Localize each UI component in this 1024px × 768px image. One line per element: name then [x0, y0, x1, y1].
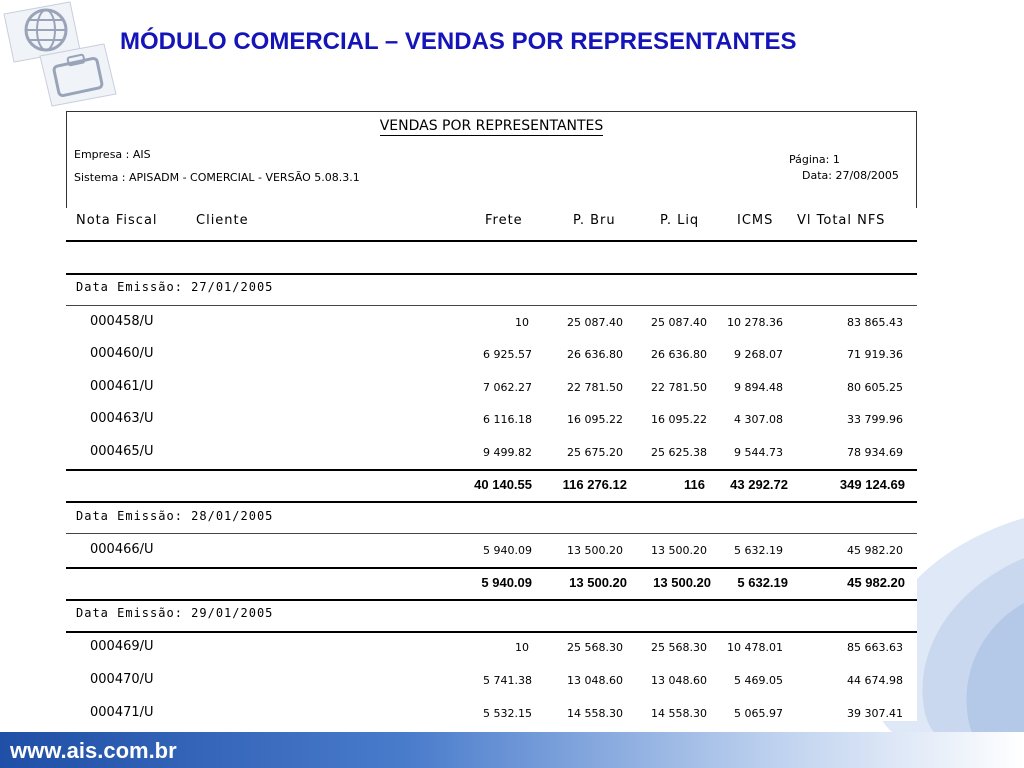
subtotal-icms: 5 632.19 [737, 575, 788, 590]
cell-nf: 000469/U [90, 639, 154, 654]
cell-icms: 10 478.01 [727, 641, 783, 654]
group-divider [66, 273, 917, 275]
cell-nf: 000465/U [90, 444, 154, 459]
cell-icms: 9 544.73 [734, 446, 783, 459]
cell-frete: 6 116.18 [483, 413, 532, 426]
group-label-date: Data Emissão: 27/01/2005 [76, 280, 274, 294]
cell-pbru: 25 087.40 [567, 316, 623, 329]
pagina-label: Página: 1 [789, 153, 840, 166]
cell-pbru: 22 781.50 [567, 381, 623, 394]
cell-total: 85 663.63 [847, 641, 903, 654]
report-header [66, 111, 917, 208]
cell-pliq: 25 568.30 [651, 641, 707, 654]
subtotal-row [66, 471, 917, 501]
col-frete: Frete [485, 213, 523, 228]
group-label-divider [66, 305, 917, 306]
table-row[interactable] [66, 633, 917, 663]
cell-total: 83 865.43 [847, 316, 903, 329]
cell-total: 78 934.69 [847, 446, 903, 459]
cell-pbru: 25 675.20 [567, 446, 623, 459]
cell-pbru: 14 558.30 [567, 707, 623, 720]
cell-frete: 6 925.57 [483, 348, 532, 361]
cell-icms: 10 278.36 [727, 316, 783, 329]
cell-total: 33 799.96 [847, 413, 903, 426]
cell-total: 44 674.98 [847, 674, 903, 687]
cell-nf: 000458/U [90, 314, 154, 329]
footer-url[interactable]: www.ais.com.br [10, 738, 177, 763]
cell-pbru: 26 636.80 [567, 348, 623, 361]
col-icms: ICMS [737, 213, 774, 228]
subtotal-total: 349 124.69 [839, 477, 905, 492]
cell-nf: 000470/U [90, 672, 154, 687]
cell-total: 71 919.36 [847, 348, 903, 361]
cell-total: 45 982.20 [847, 544, 903, 557]
report-title: VENDAS POR REPRESENTANTES [379, 118, 604, 134]
cell-frete: 10 [515, 641, 529, 654]
table-row[interactable] [66, 666, 917, 696]
group-label-date: Data Emissão: 29/01/2005 [76, 606, 274, 620]
subtotal-row [66, 569, 917, 599]
cell-pliq: 16 095.22 [651, 413, 707, 426]
table-row[interactable] [66, 308, 917, 338]
company-logo-icon [0, 0, 120, 110]
table-row[interactable] [66, 438, 917, 468]
col-cliente: Cliente [196, 213, 249, 228]
cell-icms: 4 307.08 [734, 413, 783, 426]
cell-icms: 5 065.97 [734, 707, 783, 720]
subtotal-pbru: 13 500.20 [569, 575, 627, 590]
cell-icms: 5 469.05 [734, 674, 783, 687]
group-label-date: Data Emissão: 28/01/2005 [76, 509, 274, 523]
table-row[interactable] [66, 699, 917, 729]
cell-icms: 9 894.48 [734, 381, 783, 394]
col-p-liq: P. Liq [660, 213, 700, 228]
col-p-bru: P. Bru [573, 213, 616, 228]
subtotal-pliq: 13 500.20 [653, 575, 711, 590]
cell-frete: 5 741.38 [483, 674, 532, 687]
empresa-label: Empresa : AIS [74, 148, 151, 161]
cell-nf: 000463/U [90, 411, 154, 426]
cell-frete: 7 062.27 [483, 381, 532, 394]
cell-pliq: 13 048.60 [651, 674, 707, 687]
cell-icms: 9 268.07 [734, 348, 783, 361]
cell-nf: 000471/U [90, 705, 154, 720]
cell-pbru: 16 095.22 [567, 413, 623, 426]
cell-pliq: 25 087.40 [651, 316, 707, 329]
group-divider [66, 501, 917, 503]
slide-title: MÓDULO COMERCIAL – VENDAS POR REPRESENTANTES [120, 28, 797, 55]
sistema-label: Sistema : APISADM - COMERCIAL - VERSÃO 5.08.3.1 [74, 171, 360, 184]
cell-total: 39 307.41 [847, 707, 903, 720]
col-nota-fiscal: Nota Fiscal [76, 213, 158, 228]
cell-nf: 000461/U [90, 379, 154, 394]
subtotal-icms: 43 292.72 [730, 477, 788, 492]
cell-pliq: 25 625.38 [651, 446, 707, 459]
header-divider [66, 240, 917, 242]
cell-total: 80 605.25 [847, 381, 903, 394]
subtotal-pbru: 116 276.12 [562, 477, 627, 492]
cell-pliq: 13 500.20 [651, 544, 707, 557]
cell-pliq: 26 636.80 [651, 348, 707, 361]
subtotal-total: 45 982.20 [847, 575, 905, 590]
group-label-divider [66, 533, 917, 534]
cell-frete: 5 940.09 [483, 544, 532, 557]
table-row[interactable] [66, 340, 917, 370]
table-row[interactable] [66, 536, 917, 566]
subtotal-pliq: 116 [684, 477, 705, 492]
table-row[interactable] [66, 373, 917, 403]
cell-pbru: 13 500.20 [567, 544, 623, 557]
cell-nf: 000460/U [90, 346, 154, 361]
subtotal-frete: 5 940.09 [481, 575, 532, 590]
cell-pbru: 13 048.60 [567, 674, 623, 687]
subtotal-frete: 40 140.55 [474, 477, 532, 492]
report-panel [66, 111, 917, 721]
cell-pbru: 25 568.30 [567, 641, 623, 654]
cell-frete: 5 532.15 [483, 707, 532, 720]
cell-frete: 9 499.82 [483, 446, 532, 459]
cell-nf: 000466/U [90, 542, 154, 557]
group-divider [66, 599, 917, 601]
cell-pliq: 22 781.50 [651, 381, 707, 394]
table-row[interactable] [66, 405, 917, 435]
cell-frete: 10 [515, 316, 529, 329]
data-label: Data: 27/08/2005 [802, 169, 899, 182]
col-vl-total-nfs: Vl Total NFS [797, 213, 886, 228]
cell-icms: 5 632.19 [734, 544, 783, 557]
cell-pliq: 14 558.30 [651, 707, 707, 720]
